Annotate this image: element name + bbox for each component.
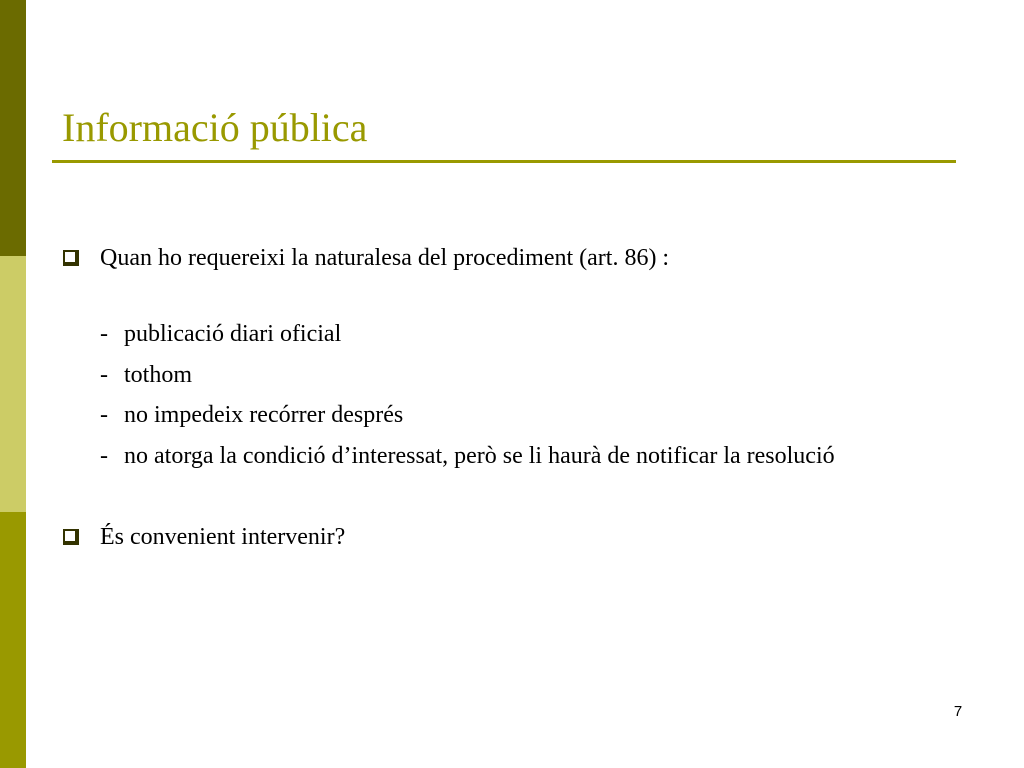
sub-item-text: no atorga la condició d’interessat, però se li haurà de notificar la resolució bbox=[124, 442, 835, 469]
bullet-text: Quan ho requereixi la naturalesa del procediment (art. 86) : bbox=[100, 245, 670, 271]
dash-marker: - bbox=[100, 321, 108, 347]
bullet-text: És convenient intervenir? bbox=[100, 524, 346, 550]
dash-marker: - bbox=[100, 361, 108, 388]
title-underline bbox=[52, 160, 956, 163]
sub-list-item bbox=[100, 314, 835, 355]
sidebar-band-dark bbox=[0, 0, 26, 256]
slide-title: Informació pública bbox=[62, 105, 368, 150]
square-bullet-icon bbox=[63, 529, 79, 545]
sub-list-item bbox=[100, 436, 835, 477]
sub-item-text: publicació diari oficial bbox=[124, 321, 342, 347]
sub-list-item bbox=[100, 395, 835, 436]
sidebar-band-light bbox=[0, 256, 26, 512]
page-number: 7 bbox=[953, 703, 963, 720]
sidebar-band-mid bbox=[0, 512, 26, 768]
sub-list bbox=[100, 314, 835, 476]
sub-item-text: tothom bbox=[124, 361, 193, 388]
dash-marker: - bbox=[100, 402, 108, 428]
dash-marker: - bbox=[100, 442, 108, 469]
square-bullet-icon bbox=[63, 250, 79, 266]
sub-item-text: no impedeix recórrer després bbox=[124, 402, 404, 428]
sub-list-item bbox=[100, 355, 835, 396]
